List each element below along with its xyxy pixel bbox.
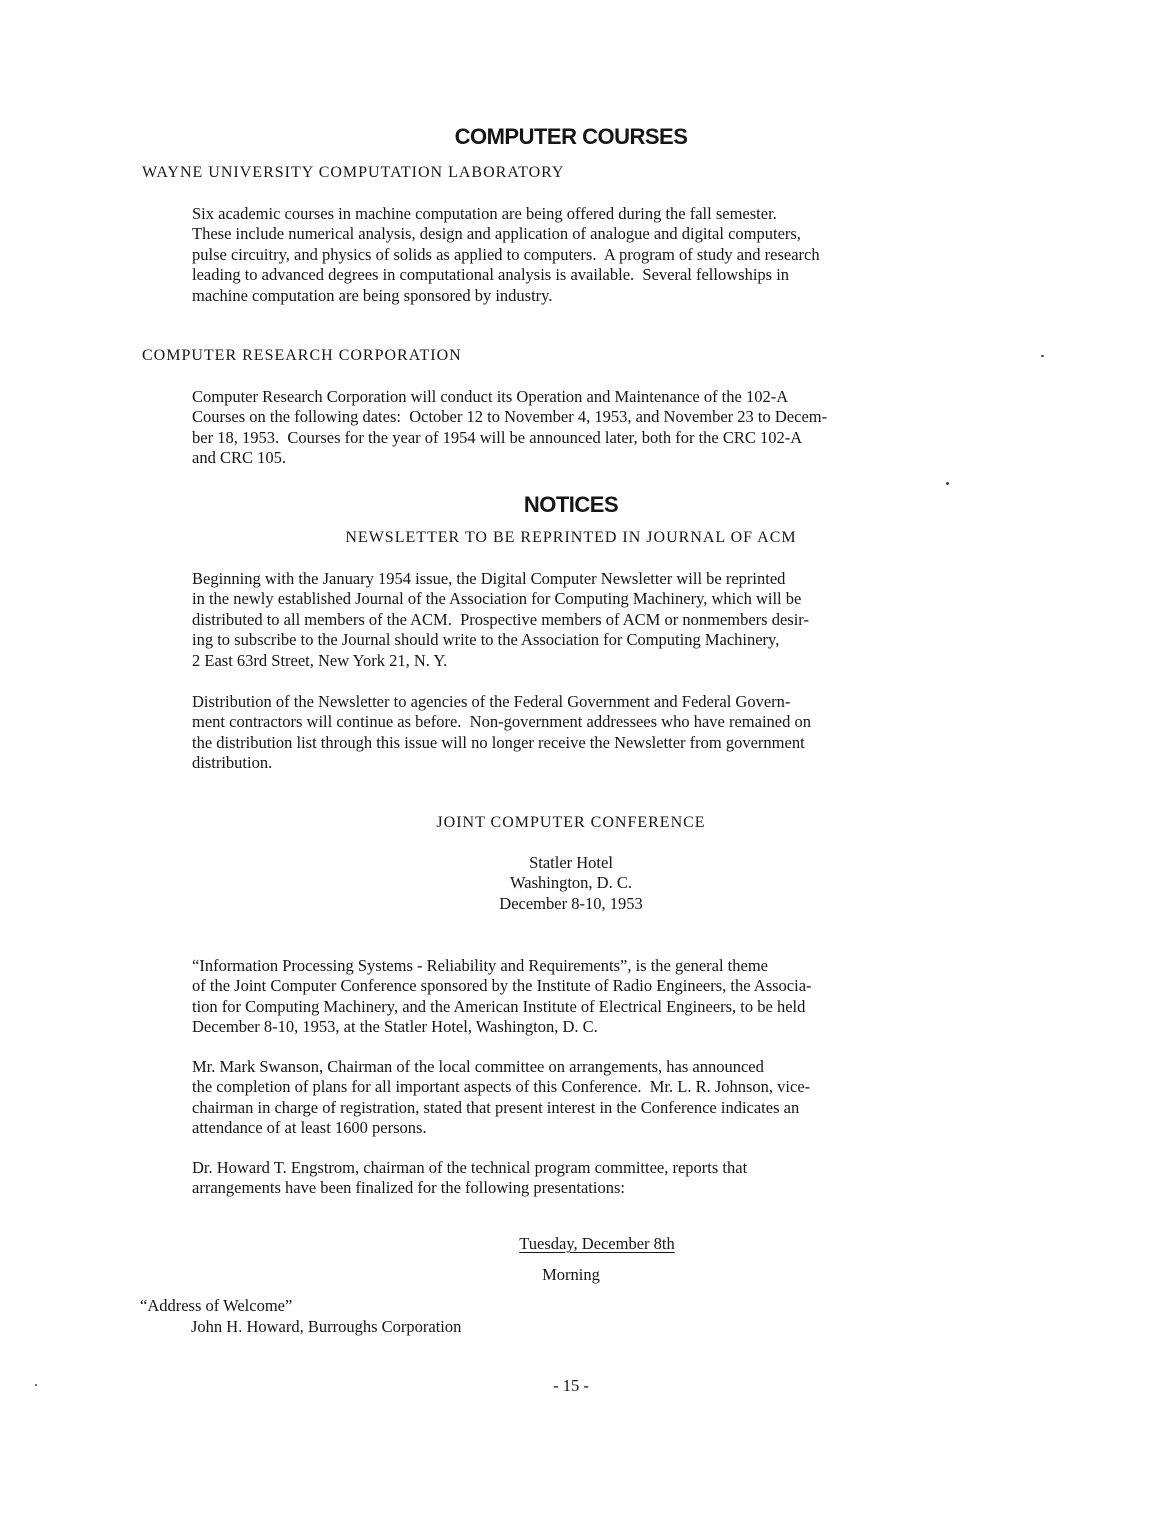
session-heading-block: [0, 1265, 1142, 1285]
text-line: leading to advanced degrees in computational analysis is available. Several fellowships in: [192, 265, 790, 285]
talk-title: “Address of Welcome”: [140, 1296, 293, 1315]
page-number: - 15 -: [553, 1376, 589, 1395]
text-line: Mr. Mark Swanson, Chairman of the local committee on arrangements, has announced: [192, 1057, 764, 1076]
text-line: Dr. Howard T. Engstrom, chairman of the technical program committee, reports that: [192, 1158, 748, 1177]
talk-speaker: John H. Howard, Burroughs Corporation: [191, 1317, 462, 1336]
day-heading: Tuesday, December 8th: [519, 1234, 675, 1253]
text-line: Beginning with the January 1954 issue, the Digital Computer Newsletter will be reprinted: [192, 569, 786, 588]
scan-speck: [1041, 355, 1044, 357]
section-title-notices: NOTICES: [523, 492, 619, 517]
paragraph-distribution: [142, 692, 1022, 774]
text-line: the completion of plans for all important aspects of this Conference. Mr. L. R. Johnson, vice-: [192, 1077, 811, 1097]
text-line: of the Joint Computer Conference sponsored by the Institute of Radio Engineers, the Associa-: [192, 976, 812, 996]
day-heading-block: [26, 1234, 1152, 1254]
page-number-block: [0, 1376, 1142, 1396]
text-line: in the newly established Journal of the Association for Computing Machinery, which will be: [192, 589, 802, 609]
text-line: distributed to all members of the ACM. Prospective members of ACM or nonmembers desir-: [192, 609, 809, 629]
text-line: Computer Research Corporation will conduct its Operation and Maintenance of the 102-A: [192, 387, 789, 406]
text-line: arrangements have been finalized for the following presentations:: [192, 1178, 625, 1198]
text-line: Six academic courses in machine computation are being offered during the fall semester.: [192, 204, 777, 223]
text-line: “Information Processing Systems - Reliability and Requirements”, is the general theme: [192, 956, 768, 975]
text-line: pulse circuitry, and physics of solids as applied to computers. A program of study and research: [192, 244, 820, 264]
heading-computer-research-corporation: COMPUTER RESEARCH CORPORATION: [142, 347, 462, 364]
text-line: tion for Computing Machinery, and the American Institute of Electrical Engineers, to be held: [192, 996, 806, 1016]
text-line: attendance of at least 1600 persons.: [192, 1118, 427, 1138]
session-heading: Morning: [542, 1265, 600, 1284]
text-line: December 8-10, 1953, at the Statler Hotel, Washington, D. C.: [192, 1017, 598, 1037]
paragraph-technical-program: [142, 1158, 1022, 1199]
paragraph-crc-courses: [142, 387, 1022, 469]
paragraph-arrangements: [142, 1057, 1022, 1139]
heading-newsletter-reprint: NEWSLETTER TO BE REPRINTED IN JOURNAL OF ACM: [345, 529, 797, 546]
paragraph-conference-theme: [142, 956, 1022, 1038]
section-title-computer-courses: COMPUTER COURSES: [454, 124, 688, 149]
text-line: ing to subscribe to the Journal should write to the Association for Computing Machinery,: [192, 630, 780, 650]
text-line: 2 East 63rd Street, New York 21, N. Y.: [192, 650, 448, 670]
text-line: Courses on the following dates: October 12 to November 4, 1953, and November 23 to Decem-: [192, 407, 828, 427]
heading-joint-computer-conference: JOINT COMPUTER CONFERENCE: [436, 814, 706, 831]
conference-city: Washington, D. C.: [510, 873, 632, 893]
text-line: the distribution list through this issue will no longer receive the Newsletter from government: [192, 732, 805, 752]
text-line: distribution.: [192, 753, 273, 773]
text-line: Distribution of the Newsletter to agencies of the Federal Government and Federal Govern-: [192, 692, 791, 711]
text-line: ment contractors will continue as before. Non-government addressees who have remained on: [192, 712, 811, 732]
conference-dates: December 8-10, 1953: [499, 893, 643, 913]
scan-speck: [35, 1384, 37, 1386]
text-line: and CRC 105.: [192, 448, 286, 468]
conference-venue: Statler Hotel: [529, 853, 613, 872]
paragraph-reprint-announcement: [142, 569, 1022, 671]
heading-wayne-university: WAYNE UNIVERSITY COMPUTATION LABORATORY: [142, 164, 565, 181]
text-line: These include numerical analysis, design and application of analogue and digital computers,: [192, 224, 801, 244]
text-line: chairman in charge of registration, stated that present interest in the Conference indicates an: [192, 1097, 800, 1117]
conference-venue-block: [0, 853, 1142, 914]
paragraph-wayne-courses: [142, 204, 1022, 306]
text-line: ber 18, 1953. Courses for the year of 1954 will be announced later, both for the CRC 102-A: [192, 427, 803, 447]
text-line: machine computation are being sponsored by industry.: [192, 285, 553, 305]
scan-speck: [946, 482, 949, 485]
